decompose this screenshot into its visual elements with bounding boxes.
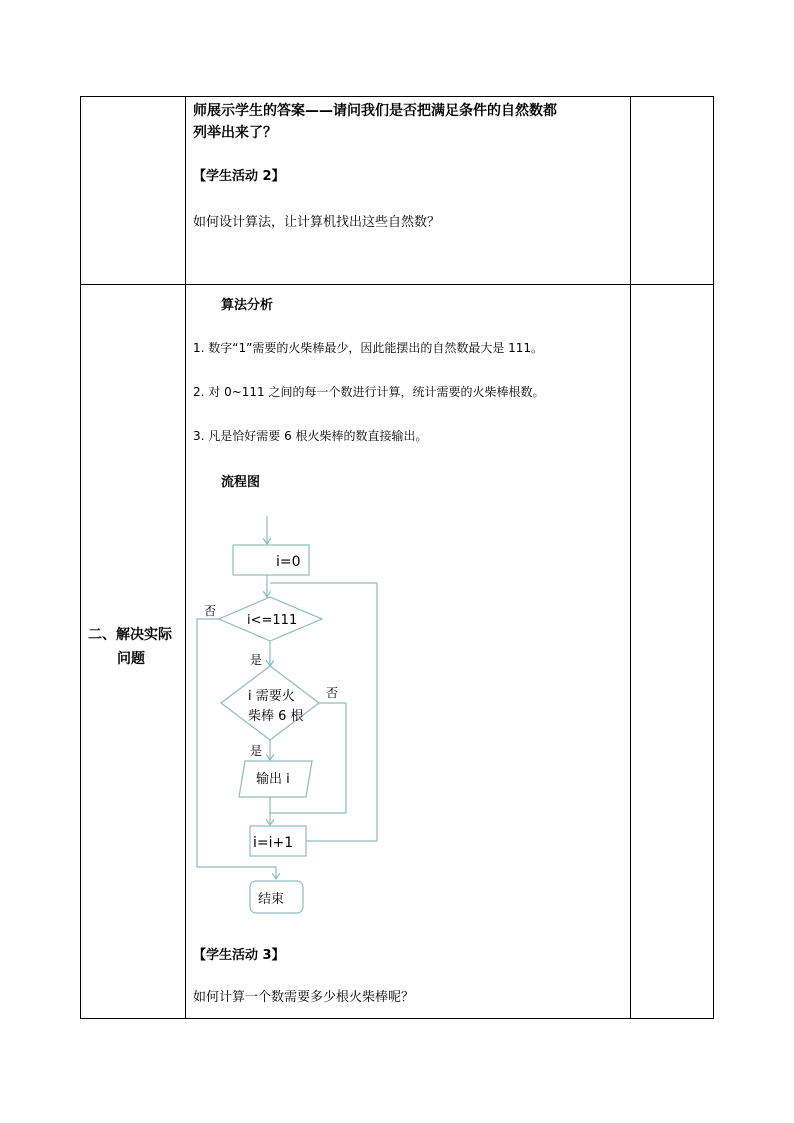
flow-yes-label-1: 是 bbox=[250, 653, 263, 667]
activity3-title: 【学生活动 3】 bbox=[193, 948, 285, 963]
flow-init-label: i=0 bbox=[276, 554, 301, 570]
table-top-border bbox=[80, 96, 714, 97]
table-row-divider bbox=[80, 284, 714, 285]
flow-check-label-2: 柴棒 6 根 bbox=[248, 709, 304, 724]
flow-end-label: 结束 bbox=[258, 892, 285, 907]
table-right-border bbox=[713, 96, 714, 1019]
flow-no-label-2: 否 bbox=[326, 686, 339, 700]
flow-no-label-1: 否 bbox=[204, 604, 217, 618]
row1-line1: 师展示学生的答案——请问我们是否把满足条件的自然数都 bbox=[193, 103, 557, 119]
activity2-question: 如何设计算法，让计算机找出这些自然数？ bbox=[193, 215, 441, 230]
section-label: 二、解决实际 bbox=[88, 627, 172, 643]
step-3: 3. 凡是恰好需要 6 根火柴棒的数直接输出。 bbox=[193, 429, 428, 443]
flowchart bbox=[186, 500, 446, 930]
step-1: 1. 数字“1”需要的火柴棒最少，因此能摆出的自然数最大是 111。 bbox=[193, 341, 544, 355]
activity2-title: 【学生活动 2】 bbox=[193, 169, 285, 184]
activity3-question: 如何计算一个数需要多少根火柴棒呢？ bbox=[193, 990, 415, 1005]
section-label-line2: 问题 bbox=[117, 651, 145, 667]
analysis-title: 算法分析 bbox=[221, 298, 274, 313]
table-bottom-border bbox=[80, 1018, 714, 1019]
step-2: 2. 对 0~111 之间的每一个数进行计算，统计需要的火柴棒根数。 bbox=[193, 385, 545, 399]
flow-yes-label-2: 是 bbox=[250, 744, 263, 758]
flow-increment-label: i=i+1 bbox=[253, 835, 294, 851]
table-left-border bbox=[80, 96, 81, 1019]
flow-check-label-1: i 需要火 bbox=[248, 689, 295, 704]
flowchart-title: 流程图 bbox=[221, 475, 261, 490]
flow-condition-label: i<=111 bbox=[247, 613, 298, 628]
table-column-divider-2 bbox=[630, 96, 631, 1019]
row1-line2: 列举出来了？ bbox=[193, 125, 277, 141]
flow-output-label: 输出 i bbox=[256, 772, 290, 787]
